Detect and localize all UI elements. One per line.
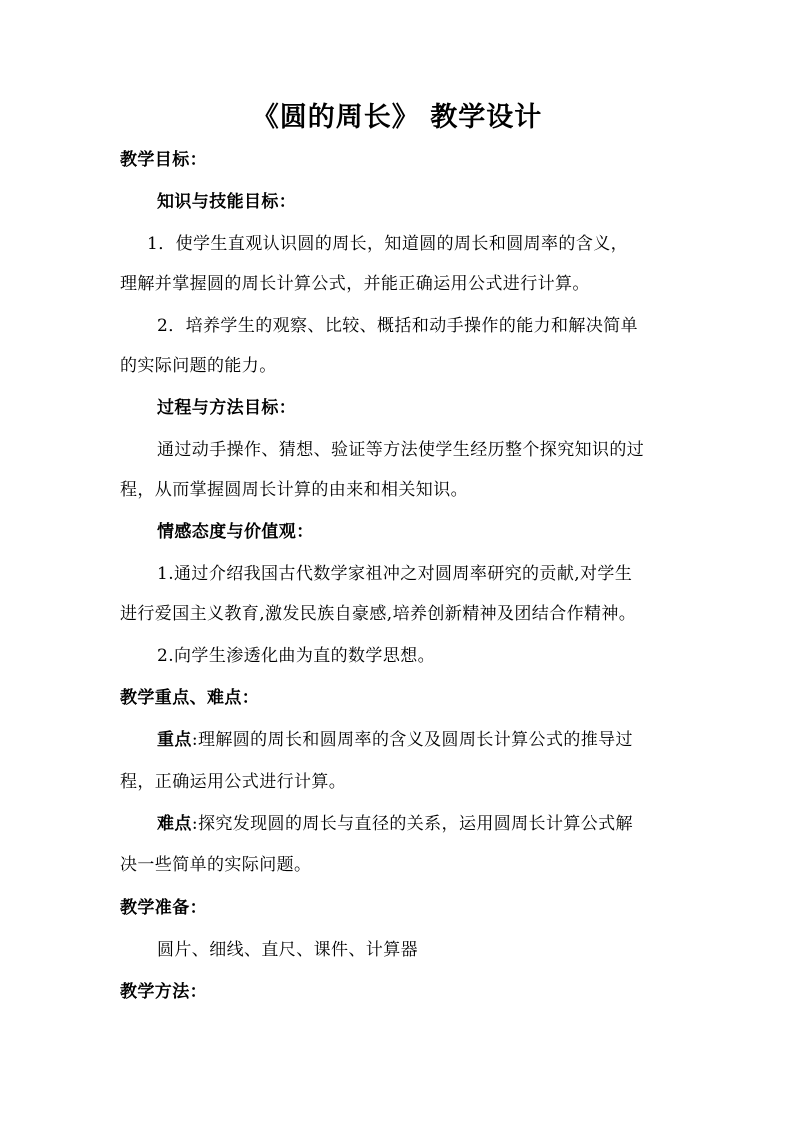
paragraph-line: 通过动手操作、猜想、验证等方法使学生经历整个探究知识的过 bbox=[157, 440, 645, 460]
key-point-label: 重点 bbox=[157, 730, 192, 750]
key-point-text: :理解圆的周长和圆周率的含义及圆周长计算公式的推导过 bbox=[191, 730, 633, 750]
paragraph-line: 程，正确运用公式进行计算。 bbox=[120, 772, 347, 792]
paragraph-line: 程，从而掌握圆周长计算的由来和相关知识。 bbox=[120, 480, 468, 500]
paragraph-line: 决一些简单的实际问题。 bbox=[120, 855, 312, 875]
paragraph-line: 进行爱国主义教育,激发民族自豪感,培养创新精神及团结合作精神。 bbox=[120, 604, 637, 624]
document-title: 《圆的周长》 教学设计 bbox=[251, 102, 543, 133]
paragraph-line: 1．使学生直观认识圆的周长，知道圆的周长和圆周率的含义， bbox=[147, 234, 629, 254]
paragraph-line: 1.通过介绍我国古代数学家祖冲之对圆周率研究的贡献,对学生 bbox=[157, 564, 633, 584]
difficulty-text: :探究发现圆的周长与直径的关系，运用圆周长计算公式解 bbox=[191, 814, 633, 834]
heading-teaching-goals: 教学目标： bbox=[120, 150, 207, 170]
difficulty-line bbox=[157, 812, 633, 836]
key-point-line bbox=[157, 728, 633, 752]
paragraph-line: 2．培养学生的观察、比较、概括和动手操作的能力和解决简单 bbox=[157, 316, 639, 336]
subheading-process-methods: 过程与方法目标： bbox=[157, 398, 297, 418]
subheading-emotion-values: 情感态度与价值观： bbox=[157, 522, 314, 542]
paragraph-line: 理解并掌握圆的周长计算公式，并能正确运用公式进行计算。 bbox=[120, 274, 590, 294]
subheading-knowledge-skills: 知识与技能目标： bbox=[157, 192, 297, 212]
heading-key-points: 教学重点、难点： bbox=[120, 688, 260, 708]
paragraph-line: 的实际问题的能力。 bbox=[120, 356, 277, 376]
paragraph-line: 2.向学生渗透化曲为直的数学思想。 bbox=[157, 646, 436, 666]
paragraph-line: 圆片、细线、直尺、课件、计算器 bbox=[157, 940, 418, 960]
heading-methods: 教学方法： bbox=[120, 982, 207, 1002]
difficulty-label: 难点 bbox=[157, 814, 192, 834]
heading-preparation: 教学准备： bbox=[120, 898, 207, 918]
